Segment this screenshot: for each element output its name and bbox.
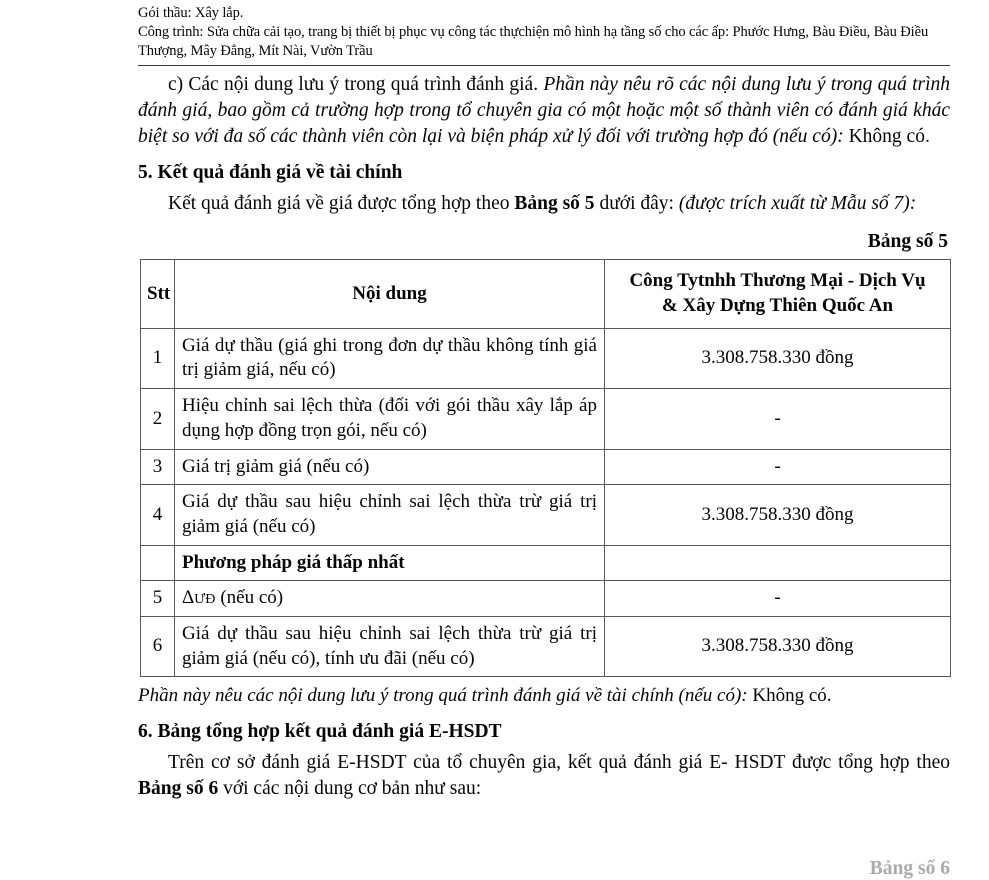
cell-value: 3.308.758.330 đồng [605,328,951,388]
table-body [141,328,951,677]
delta-symbol: Δ [182,587,195,609]
cell-noi-dung-delta [175,581,605,617]
cut-off-next-caption: Bảng số 6 [869,858,950,879]
table-row-method [141,545,951,581]
bidder-name-line-2: & Xây Dựng Thiên Quốc An [661,295,894,317]
page-content [138,4,950,804]
cell-stt: 3 [141,449,175,485]
after-table-italic: Phần này nêu các nội dung lưu ý trong quá trình đánh giá về tài chính (nếu có): [138,685,748,707]
table-row [141,328,951,388]
header-separator-rule [138,65,950,66]
table-header-row [141,260,951,328]
cell-noi-dung: Giá dự thầu sau hiệu chỉnh sai lệch thừa trừ giá trị giảm giá (nếu có) [175,485,605,545]
bidder-name-line-1: Công Tytnhh Thương Mại - Dịch Vụ [629,270,926,292]
table-row [141,485,951,545]
paragraph-5-part2: dưới đây: [594,193,679,215]
cell-stt: 1 [141,328,175,388]
cell-noi-dung: Phương pháp giá thấp nhất [175,545,605,581]
paragraph-6-part2: với các nội dung cơ bản như sau: [218,778,482,800]
table-caption-bang-so-5: Bảng số 5 [867,231,948,253]
cell-value: - [605,581,951,617]
header-line-goi-thau: Gói thầu: Xây lắp. [138,5,244,21]
table-row [141,581,951,617]
cell-value: - [605,449,951,485]
column-header-bidder [605,260,951,328]
cell-value: 3.308.758.330 đồng [605,485,951,545]
paragraph-5-italic: (được trích xuất từ Mẫu số 7): [678,193,917,215]
delta-suffix: (nếu có) [215,587,284,609]
paragraph-after-table [138,684,950,709]
cell-stt: 4 [141,485,175,545]
table-row [141,389,951,449]
section-5-heading: 5. Kết quả đánh giá về tài chính [138,162,403,184]
cell-stt: 2 [141,389,175,449]
cell-value [605,545,951,581]
cell-stt [141,545,175,581]
header-line-cong-trinh: Công trình: Sửa chữa cải tạo, trang bị thiết bị phục vụ công tác thựchiện mô hình hạ tầng số cho các ấp: Phước Hưng, Bàu Điều, Bàu Điều Thượng, Mây Đẳng, Mít Nài, Vườn Trầu [138,24,929,60]
cell-noi-dung: Hiệu chỉnh sai lệch thừa (đối với gói thầu xây lắp áp dụng hợp đồng trọn gói, nếu có) [175,389,605,449]
cell-noi-dung: Giá dự thầu sau hiệu chỉnh sai lệch thừa trừ giá trị giảm giá (nếu có), tính ưu đãi (nếu có) [175,616,605,676]
paragraph-c-lead: c) Các nội dung lưu ý trong quá trình đánh giá. [168,74,539,96]
table-row [141,449,951,485]
table-head [141,260,951,328]
paragraph-6-intro [138,750,950,802]
delta-subscript-uu-dai: ƯĐ [194,592,216,608]
financial-evaluation-table [140,259,951,677]
section-6-heading: 6. Bảng tổng hợp kết quả đánh giá E-HSDT [138,721,502,743]
cell-noi-dung: Giá dự thầu (giá ghi trong đơn dự thầu không tính giá trị giảm giá, nếu có) [175,328,605,388]
paragraph-5-part1: Kết quả đánh giá về giá được tổng hợp theo [168,193,515,215]
cell-stt: 6 [141,616,175,676]
paragraph-6-part1: Trên cơ sở đánh giá E-HSDT của tổ chuyên gia, kết quả đánh giá E- HSDT được tổng hợp theo [168,752,950,774]
paragraph-c-italic: Phần này nêu rõ các nội dung lưu ý trong quá trình đánh giá, bao gồm cả trường hợp trong tổ chuyên gia có một hoặc một số thành viên có đánh giá khác biệt so với đa số các thành viên còn lại và biện pháp xử lý đối với trường hợp đó (nếu có): [138,74,951,148]
cell-value: 3.308.758.330 đồng [605,616,951,676]
paragraph-6-bold-ref: Bảng số 6 [138,778,219,800]
column-header-stt: Stt [141,260,175,328]
column-header-noi-dung: Nội dung [175,260,605,328]
cell-noi-dung: Giá trị giảm giá (nếu có) [175,449,605,485]
after-table-tail: Không có. [747,685,832,707]
paragraph-c [138,72,950,150]
paragraph-c-tail: Không có. [843,126,930,148]
cell-stt: 5 [141,581,175,617]
paragraph-5-intro [138,191,950,217]
cell-value: - [605,389,951,449]
running-header [138,4,950,61]
paragraph-5-bold-ref: Bảng số 5 [514,193,595,215]
table-row [141,616,951,676]
